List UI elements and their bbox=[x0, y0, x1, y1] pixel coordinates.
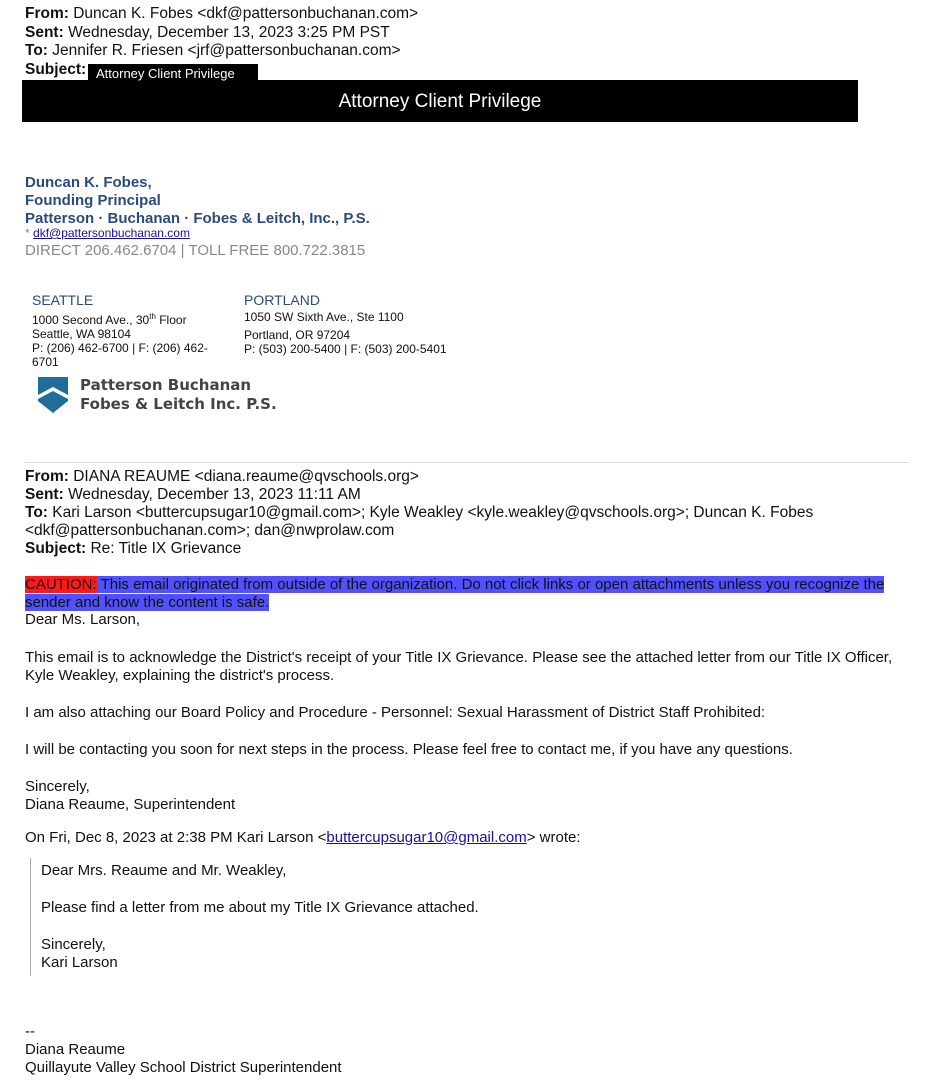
signature-block bbox=[25, 174, 370, 228]
from-value: Duncan K. Fobes <dkf@pattersonbuchanan.com> bbox=[73, 5, 419, 22]
sig-phones: DIRECT 206.462.6704 | TOLL FREE 800.722.3815 bbox=[25, 242, 366, 259]
quote-intro-text: On Fri, Dec 8, 2023 at 2:38 PM Kari Larson < bbox=[25, 829, 327, 846]
caution-label: CAUTION: bbox=[25, 576, 97, 593]
quote-closing: Sincerely, bbox=[41, 936, 106, 953]
quote-greeting: Dear Mrs. Reaume and Mr. Weakley, bbox=[41, 862, 287, 879]
body-paragraph-cont: Kyle Weakley, explaining the district's process. bbox=[25, 667, 335, 684]
office-seattle bbox=[32, 293, 208, 369]
footer-name: Diana Reaume bbox=[25, 1041, 126, 1058]
body-paragraph: I am also attaching our Board Policy and Procedure - Personnel: Sexual Harassment of District Staff Prohibited: bbox=[25, 704, 766, 721]
email-body bbox=[25, 611, 892, 847]
sig-email-link[interactable]: dkf@pattersonbuchanan.com bbox=[33, 226, 190, 240]
quote-email-link[interactable]: buttercupsugar10@gmail.com bbox=[326, 829, 527, 846]
to-label: To: bbox=[25, 504, 48, 521]
office-city: SEATTLE bbox=[32, 292, 94, 308]
caution-banner bbox=[25, 576, 895, 612]
sent-label: Sent: bbox=[25, 23, 64, 41]
ordinal-suffix: th bbox=[149, 312, 156, 321]
closing: Sincerely, bbox=[25, 778, 90, 795]
quote-intro-end: > wrote: bbox=[526, 829, 581, 846]
sig-title: Founding Principal bbox=[25, 192, 161, 209]
to-value: Kari Larson <buttercupsugar10@gmail.com>; Kyle Weakley <kyle.weakley@qvschools.org>; Duncan K. Fobes bbox=[52, 504, 814, 521]
office-phone: P: (503) 200-5400 | F: (503) 200-5401 bbox=[244, 342, 447, 356]
quote-paragraph: Please find a letter from me about my Title IX Grievance attached. bbox=[41, 899, 479, 916]
sig-name: Duncan K. Fobes, bbox=[25, 174, 152, 191]
logo-line1: Patterson Buchanan bbox=[80, 376, 252, 394]
redaction-bar: Attorney Client Privilege bbox=[22, 80, 858, 122]
from-label: From: bbox=[25, 5, 69, 22]
footer-title: Quillayute Valley School District Superintendent bbox=[25, 1059, 342, 1076]
footer-signature bbox=[25, 1023, 342, 1077]
divider bbox=[25, 462, 909, 463]
signer: Diana Reaume, Superintendent bbox=[25, 796, 236, 813]
office-portland bbox=[244, 293, 447, 356]
office-citystate: Seattle, WA 98104 bbox=[32, 327, 131, 341]
bullet-icon: * bbox=[25, 226, 30, 240]
body-paragraph: This email is to acknowledge the District's receipt of your Title IX Grievance. Please see the attached letter from our Title IX Officer, bbox=[25, 649, 893, 666]
body-paragraph: I will be contacting you soon for next steps in the process. Please feel free to contact me, if you have any questions. bbox=[25, 741, 793, 758]
sent-value: Wednesday, December 13, 2023 3:25 PM PST bbox=[68, 23, 390, 41]
sig-firm: Patterson · Buchanan · Fobes & Leitch, Inc., P.S. bbox=[25, 210, 370, 227]
sent-value: Wednesday, December 13, 2023 11:11 AM bbox=[68, 486, 361, 503]
subject-value: Re: Title IX Grievance bbox=[90, 540, 242, 557]
office-phone-cont: 6701 bbox=[32, 355, 59, 369]
to-value: Jennifer R. Friesen <jrf@pattersonbuchanan.com> bbox=[52, 42, 401, 59]
inner-email-header bbox=[25, 468, 813, 558]
subject-label: Subject: bbox=[25, 540, 87, 557]
quote-name: Kari Larson bbox=[41, 954, 118, 971]
quoted-message bbox=[30, 858, 479, 976]
subject-label: Subject: bbox=[25, 60, 87, 78]
office-citystate: Portland, OR 97204 bbox=[244, 328, 351, 342]
office-address: 1000 Second Ave., 30 bbox=[32, 313, 150, 327]
to-value-cont: <dkf@pattersonbuchanan.com>; dan@nwprolaw.com bbox=[25, 522, 395, 539]
subject-redaction: Attorney Client Privilege bbox=[88, 64, 258, 82]
sig-email-line bbox=[25, 226, 190, 240]
logo-line2: Fobes & Leitch Inc. P.S. bbox=[80, 395, 277, 413]
greeting: Dear Ms. Larson, bbox=[25, 611, 141, 628]
office-phone: P: (206) 462-6700 | F: (206) 462- bbox=[32, 341, 208, 355]
from-value: DIANA REAUME <diana.reaume@qvschools.org> bbox=[73, 468, 419, 485]
office-address: 1050 SW Sixth Ave., Ste 1100 bbox=[244, 310, 404, 324]
from-label: From: bbox=[25, 468, 69, 485]
shield-logo-icon bbox=[36, 375, 70, 415]
sent-label: Sent: bbox=[25, 486, 64, 503]
to-label: To: bbox=[25, 42, 48, 59]
office-city: PORTLAND bbox=[244, 292, 320, 308]
office-address-cont: Floor bbox=[155, 313, 187, 327]
firm-logo bbox=[36, 375, 277, 415]
caution-text: This email originated from outside of the organization. Do not click links or open attachments unless you recognize the sender and know the content is safe. bbox=[25, 576, 885, 611]
quote-intro bbox=[25, 829, 892, 847]
sig-separator: -- bbox=[25, 1023, 35, 1040]
